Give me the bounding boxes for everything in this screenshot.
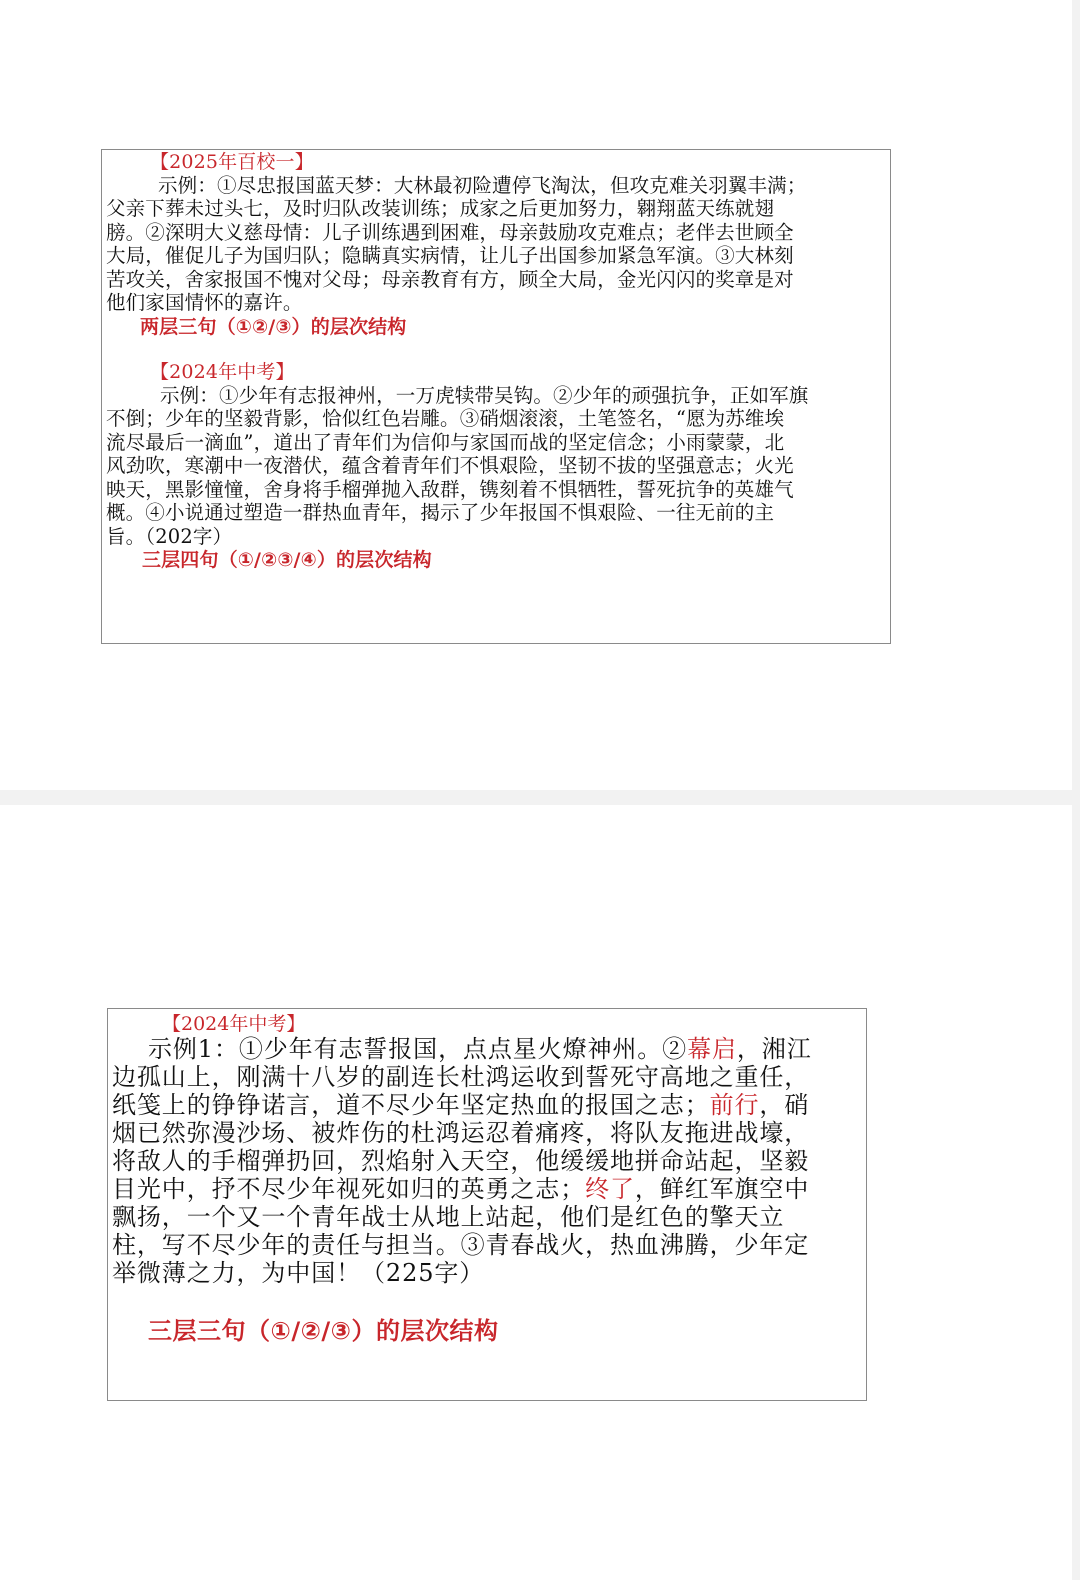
highlight-word: 终了 bbox=[585, 1175, 635, 1203]
spacer bbox=[112, 1287, 863, 1315]
text-line: 举微薄之力，为中国！（225字） bbox=[112, 1259, 485, 1287]
text-line: 将敌人的手榴弹扔回，烈焰射入天空，他缓缓地拼命站起，坚毅 bbox=[112, 1147, 810, 1175]
text-line: 示例：①少年有志报神州，一万虎犊带吴钩。②少年的顽强抗争，正如军旗 bbox=[160, 383, 809, 407]
structure-note: 三层四句（①/②③/④）的层次结构 bbox=[142, 549, 432, 571]
text-line: 映天，黑影憧憧，舍身将手榴弹抛入敌群，镌刻着不惧牺牲，誓死抗争的英雄气 bbox=[106, 477, 794, 501]
structure-note: 两层三句（①②/③）的层次结构 bbox=[140, 315, 407, 338]
card-header-line bbox=[112, 1009, 863, 1035]
structure-note-line bbox=[106, 315, 887, 339]
text-line: 示例：①尽忠报国蓝天梦：大林最初险遭停飞淘汰，但攻克难关羽翼丰满； bbox=[158, 173, 807, 197]
text-line: 概。④小说通过塑造一群热血青年，揭示了少年报国不惧艰险、一往无前的主 bbox=[106, 501, 775, 524]
card-header: 【2025年百校一】 bbox=[150, 151, 314, 173]
text-line bbox=[112, 1175, 863, 1203]
structure-note: 三层三句（①/②/③）的层次结构 bbox=[148, 1317, 499, 1345]
document-page-2 bbox=[0, 805, 1072, 1580]
text-segment: 示例1：①少年有志誓报国，点点星火燎神州。② bbox=[148, 1035, 688, 1063]
card-header-line bbox=[106, 150, 887, 174]
text-segment: 纸笺上的铮铮诺言，道不尽少年坚定热血的报国之志； bbox=[112, 1091, 710, 1119]
text-segment: ，硝 bbox=[759, 1091, 810, 1119]
text-line bbox=[112, 1035, 863, 1063]
text-line: 烟已然弥漫沙场、被炸伤的杜鸿运忍着痛疼，将队友拖进战壕， bbox=[112, 1119, 810, 1147]
text-line: 飘扬，一个又一个青年战士从地上站起，他们是红色的擎天立 bbox=[112, 1203, 785, 1231]
example-card-2025 bbox=[101, 149, 891, 644]
text-segment: 目光中，抒不尽少年视死如归的英勇之志； bbox=[112, 1175, 586, 1203]
text-line: 旨。（202字） bbox=[106, 524, 233, 548]
text-line: 柱，写不尽少年的责任与担当。③青春战火，热血沸腾，少年定 bbox=[112, 1231, 810, 1259]
highlight-word: 幕启 bbox=[687, 1035, 737, 1063]
text-line: 流尽最后一滴血”，道出了青年们为信仰与家国而战的坚定信念；小雨蒙蒙，北 bbox=[106, 430, 785, 454]
highlight-word: 前行 bbox=[709, 1091, 760, 1119]
text-segment: ，湘江 bbox=[736, 1035, 812, 1063]
card-header: 【2024年中考】 bbox=[162, 1013, 306, 1035]
text-line: 苦攻关，舍家报国不愧对父母；母亲教育有方，顾全大局，金光闪闪的奖章是对 bbox=[106, 267, 794, 291]
card-header: 【2024年中考】 bbox=[150, 361, 295, 383]
document-page-1 bbox=[0, 0, 1072, 790]
text-line: 边孤山上，刚满十八岁的副连长杜鸿运收到誓死守高地之重任， bbox=[112, 1063, 810, 1091]
text-line: 父亲下葬未过头七，及时归队改装训练；成家之后更加努力，翱翔蓝天练就翅 bbox=[106, 197, 775, 220]
example-card-2024 bbox=[107, 1008, 867, 1401]
structure-note-line bbox=[112, 1315, 863, 1347]
text-line: 大局，催促儿子为国归队；隐瞒真实病情，让儿子出国参加紧急军演。③大林刻 bbox=[106, 244, 794, 267]
text-line: 风劲吹，寒潮中一夜潜伏，蕴含着青年们不惧艰险，坚韧不拔的坚强意志；火光 bbox=[106, 454, 794, 477]
text-line bbox=[112, 1091, 863, 1119]
text-line: 不倒；少年的坚毅背影，恰似红色岩雕。③硝烟滚滚，土笔签名，“愿为苏维埃 bbox=[106, 407, 785, 430]
spacer bbox=[106, 338, 887, 360]
structure-note-line bbox=[106, 548, 887, 572]
card-header-line bbox=[106, 360, 887, 384]
text-line: 膀。②深明大义慈母情：儿子训练遇到困难，母亲鼓励攻克难点；老伴去世顾全 bbox=[106, 220, 794, 244]
text-segment: ，鲜红军旗空中 bbox=[634, 1175, 810, 1203]
text-line: 他们家国情怀的嘉许。 bbox=[106, 291, 303, 314]
